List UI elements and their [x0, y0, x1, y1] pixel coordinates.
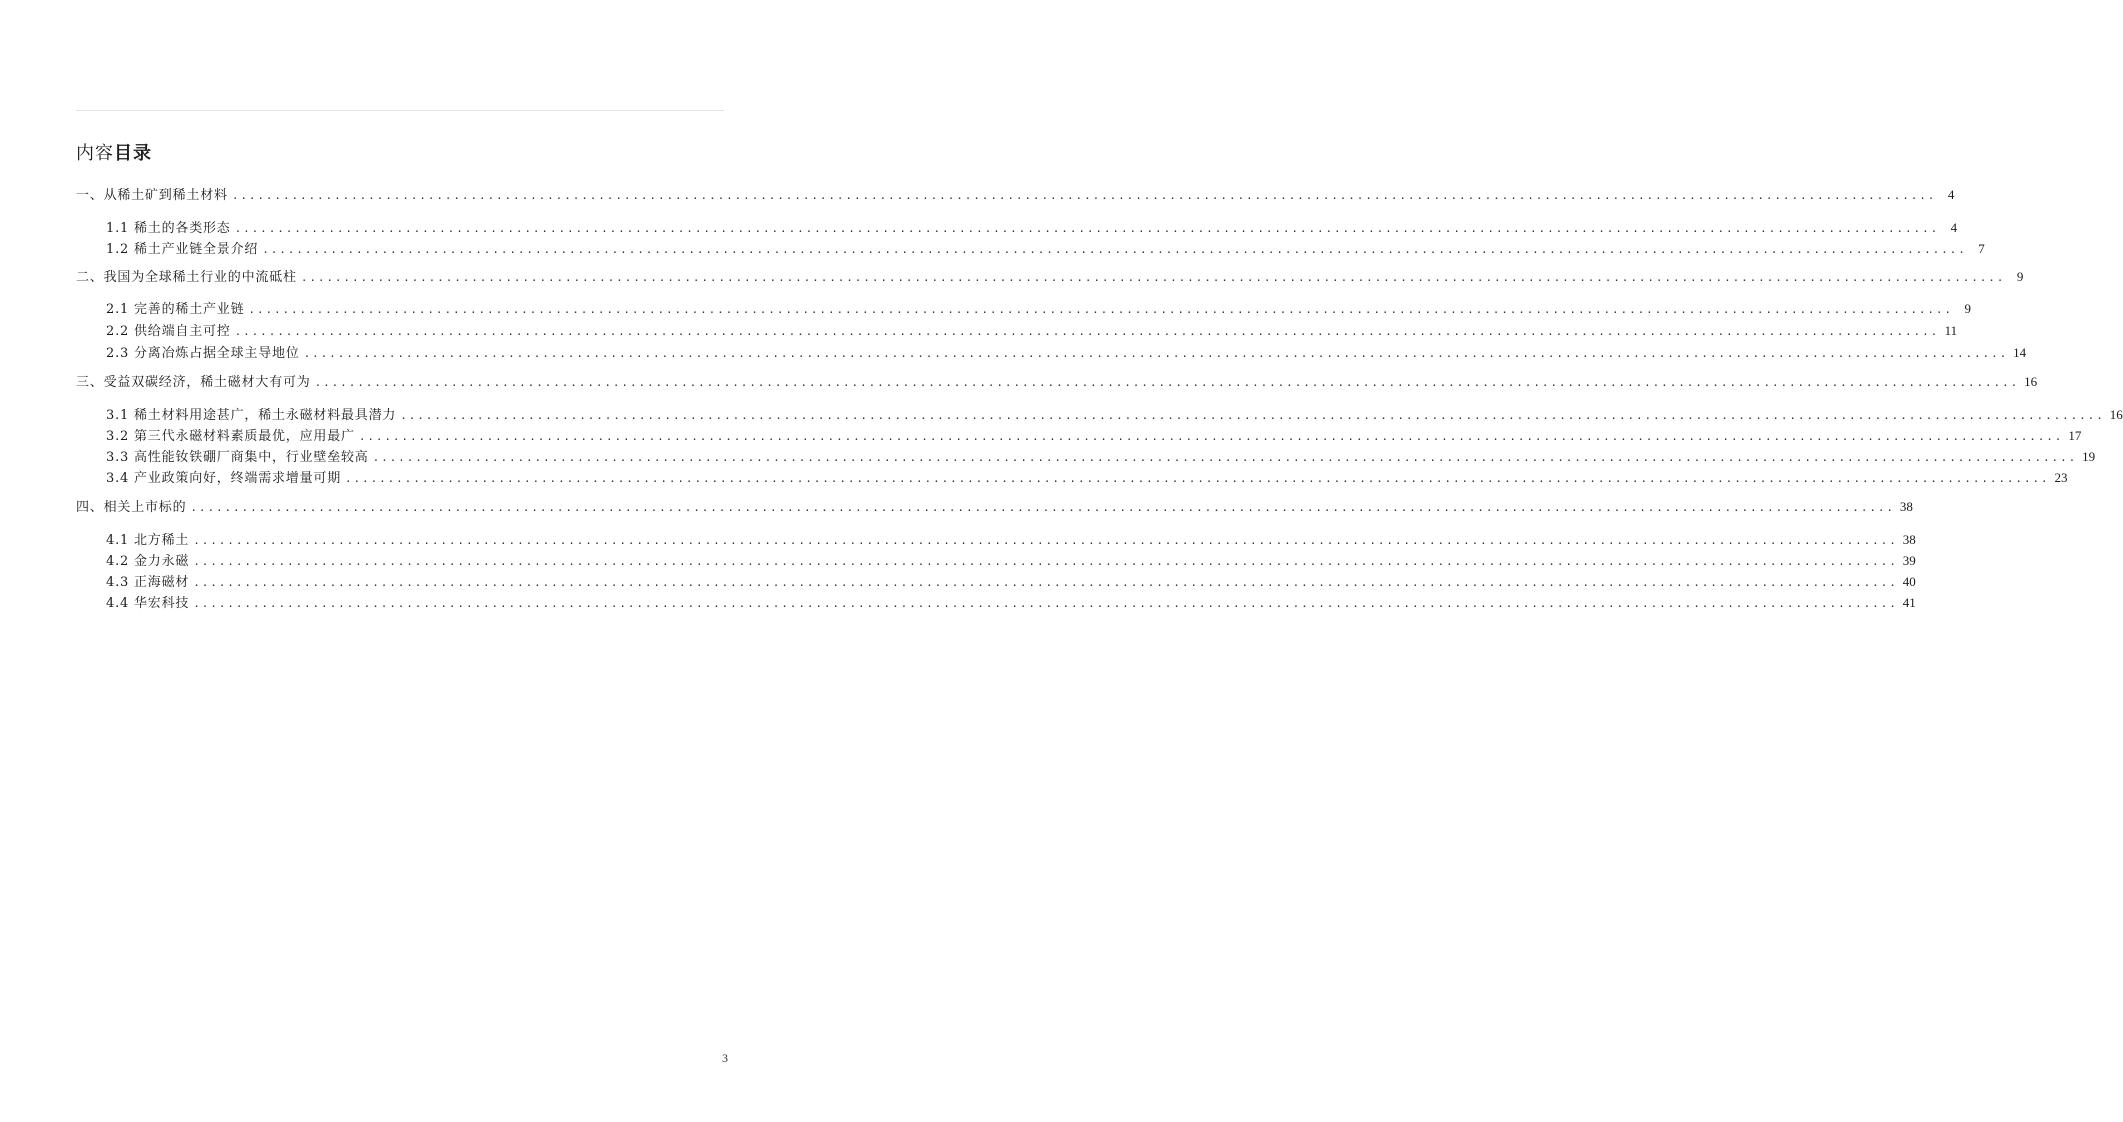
toc-leader-dots: ........................................................................................................................................................................................................ — [400, 409, 2105, 422]
toc-entry-3[interactable] — [76, 373, 2038, 391]
toc-entry-label: 4.4 华宏科技 — [106, 596, 190, 611]
toc-entry-page: 16 — [2109, 407, 2123, 422]
toc-entry-label: 3.2 第三代永磁材料素质最优，应用最广 — [106, 429, 355, 444]
toc-leader-dots: ........................................................................................................................................................................................................ — [303, 347, 2009, 360]
toc-entry-page: 4 — [1947, 187, 1955, 202]
toc-leader-dots: ........................................................................................................................................................................................................ — [193, 576, 1898, 589]
toc-entry-2-2[interactable] — [106, 322, 1958, 340]
toc-entry-page: 39 — [1902, 553, 1916, 568]
toc-leader-dots: ........................................................................................................................................................................................................ — [193, 597, 1898, 610]
toc-entry-page: 19 — [2082, 449, 2096, 464]
toc-entry-label: 4.2 金力永磁 — [106, 554, 190, 569]
toc-title-prefix: 内容 — [76, 143, 114, 164]
toc-entry-page: 16 — [2024, 374, 2038, 389]
toc-entry-1-2[interactable] — [106, 240, 1985, 258]
toc-title-bold: 目录 — [114, 143, 152, 164]
toc-entry-1-1[interactable] — [106, 219, 1958, 237]
toc-leader-dots: ........................................................................................................................................................................................................ — [193, 555, 1898, 568]
toc-entry-page: 38 — [1902, 532, 1916, 547]
toc-entry-2-3[interactable] — [106, 344, 2027, 362]
toc-entry-label: 3.3 高性能钕铁硼厂商集中，行业壁垒较高 — [106, 450, 369, 465]
toc-entry-3-3[interactable] — [106, 448, 2096, 466]
toc-entry-page: 40 — [1902, 574, 1916, 589]
toc-entry-page: 17 — [2068, 428, 2082, 443]
toc-entry-label: 3.1 稀土材料用途甚广，稀土永磁材料最具潜力 — [106, 408, 397, 423]
toc-entry-3-1[interactable] — [106, 406, 2123, 424]
toc-leader-dots: ........................................................................................................................................................................................................ — [231, 189, 1937, 202]
page-number: 3 — [722, 1051, 728, 1065]
toc-entry-3-2[interactable] — [106, 427, 2082, 445]
toc-entry-label: 3.4 产业政策向好，终端需求增量可期 — [106, 471, 342, 486]
toc-entry-4-1[interactable] — [106, 531, 1916, 549]
toc-leader-dots: ........................................................................................................................................................................................................ — [314, 376, 2020, 389]
toc-entry-label: 2.2 供给端自主可控 — [106, 324, 231, 339]
toc-entry-label: 4.3 正海磁材 — [106, 575, 190, 590]
toc-leader-dots: ........................................................................................................................................................................................................ — [234, 222, 1940, 235]
toc-entry-page: 14 — [2013, 345, 2027, 360]
toc-entry-label: 一、从稀土矿到稀土材料 — [76, 188, 228, 203]
toc-entry-page: 41 — [1902, 595, 1916, 610]
toc-entry-4-4[interactable] — [106, 594, 1916, 612]
toc-entry-label: 4.1 北方稀土 — [106, 533, 190, 548]
toc-entry-4-3[interactable] — [106, 573, 1916, 591]
toc-leader-dots: ........................................................................................................................................................................................................ — [193, 534, 1898, 547]
toc-leader-dots: ........................................................................................................................................................................................................ — [234, 325, 1940, 338]
toc-leader-dots: ........................................................................................................................................................................................................ — [262, 243, 1967, 256]
toc-leader-dots: ........................................................................................................................................................................................................ — [345, 472, 2050, 485]
toc-entry-4-2[interactable] — [106, 552, 1916, 570]
toc-entry-page: 7 — [1978, 241, 1985, 256]
toc-entry-label: 1.2 稀土产业链全景介绍 — [106, 242, 259, 257]
toc-entry-page: 23 — [2054, 470, 2068, 485]
toc-entry-4[interactable] — [76, 498, 1913, 516]
toc-entry-page: 11 — [1944, 323, 1958, 338]
toc-entry-page: 38 — [1899, 499, 1913, 514]
toc-entry-page: 4 — [1950, 220, 1958, 235]
toc-entry-label: 四、相关上市标的 — [76, 500, 187, 515]
toc-entry-label: 二、我国为全球稀土行业的中流砥柱 — [76, 270, 297, 285]
toc-entry-label: 2.1 完善的稀土产业链 — [106, 302, 245, 317]
toc-leader-dots: ........................................................................................................................................................................................................ — [190, 501, 1895, 514]
toc-leader-dots: ........................................................................................................................................................................................................ — [248, 303, 1953, 316]
header-rule — [76, 110, 724, 111]
toc-leader-dots: ........................................................................................................................................................................................................ — [358, 430, 2064, 443]
toc-entry-2[interactable] — [76, 268, 2024, 286]
toc-entry-3-4[interactable] — [106, 469, 2068, 487]
toc-entry-2-1[interactable] — [106, 300, 1971, 318]
toc-entry-label: 1.1 稀土的各类形态 — [106, 221, 231, 236]
toc-leader-dots: ........................................................................................................................................................................................................ — [372, 451, 2078, 464]
toc-title — [76, 142, 152, 166]
toc-entry-1[interactable] — [76, 186, 1955, 204]
toc-entry-label: 2.3 分离冶炼占据全球主导地位 — [106, 346, 300, 361]
toc-entry-label: 三、受益双碳经济，稀土磁材大有可为 — [76, 375, 311, 390]
toc-entry-page: 9 — [1964, 301, 1971, 316]
toc-entry-page: 9 — [2016, 269, 2024, 284]
toc-leader-dots: ........................................................................................................................................................................................................ — [300, 271, 2006, 284]
